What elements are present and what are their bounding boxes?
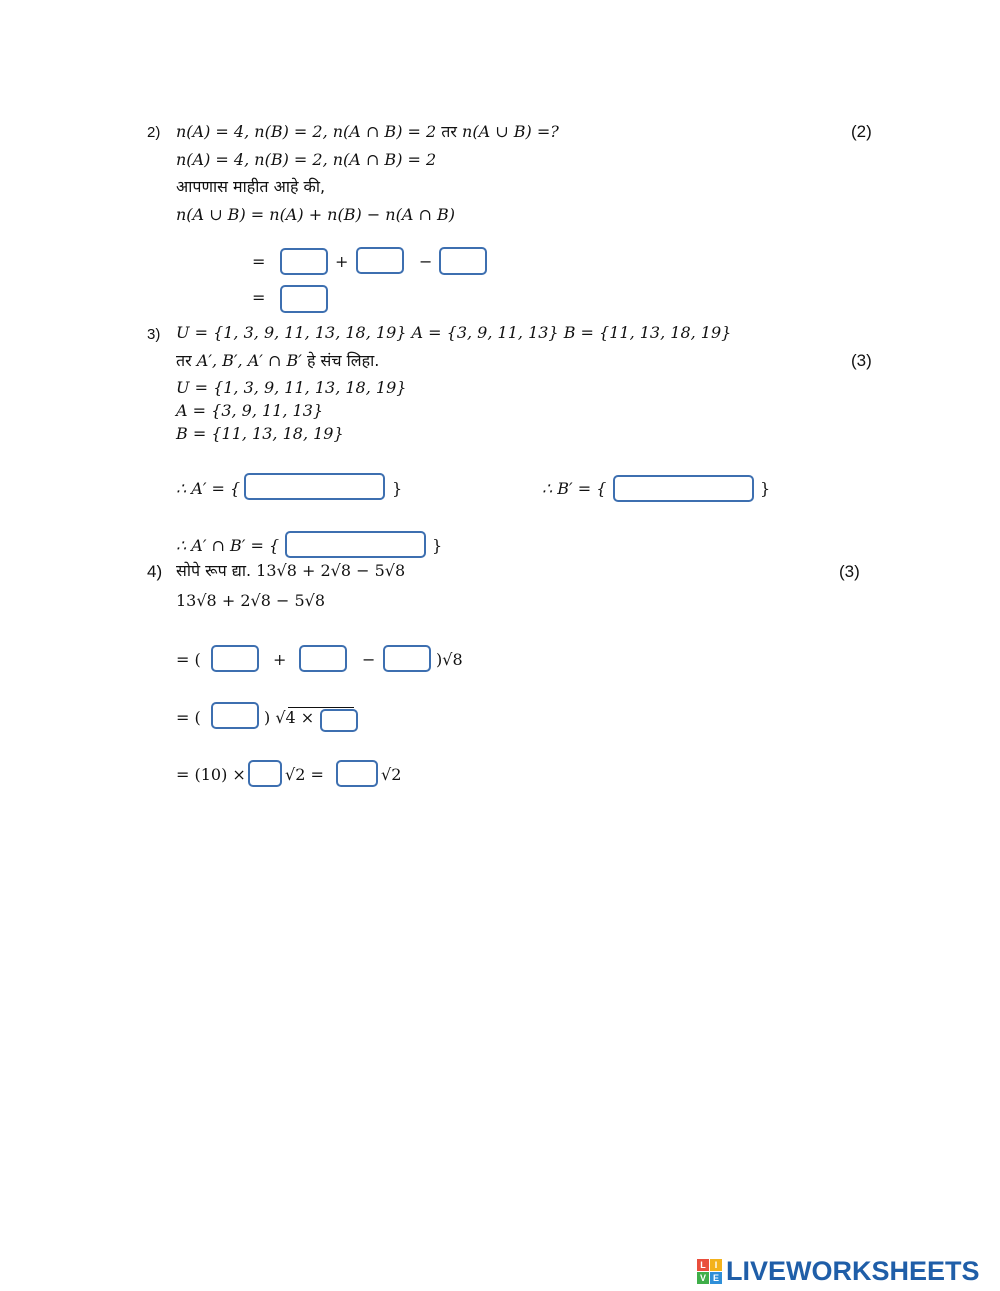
- q3-question-word: तर: [176, 351, 192, 370]
- q2-known-text: आपणास माहीत आहे की,: [176, 177, 326, 196]
- logo-letter-e: E: [710, 1272, 722, 1284]
- q2-number: 2): [147, 124, 161, 141]
- q4-line2-close: ) √4 ×: [264, 708, 315, 727]
- q3-a-prime-label: ∴ A′ = {: [176, 479, 241, 498]
- q3-question-sets: U = {1, 3, 9, 11, 13, 18, 19} A = {3, 9, 11, 13} B = {11, 13, 18, 19}: [176, 323, 732, 342]
- liveworksheets-logo: [697, 1257, 980, 1285]
- q3-b-prime-label: ∴ B′ = {: [542, 479, 607, 498]
- logo-letter-l: L: [697, 1259, 709, 1271]
- q2-minus: −: [419, 252, 433, 271]
- q4-line3-mid: √2 =: [285, 765, 324, 784]
- q4-sum-box[interactable]: [211, 702, 259, 729]
- q3-b-prime-close: }: [760, 479, 771, 498]
- q2-formula: n(A ∪ B) = n(A) + n(B) − n(A ∩ B): [176, 205, 455, 224]
- q2-answer-box-na[interactable]: [280, 248, 328, 275]
- q4-line1-minus: −: [362, 650, 376, 669]
- q4-coef-box-1[interactable]: [211, 645, 259, 672]
- q3-intersection-input[interactable]: [285, 531, 426, 558]
- q3-b-set: B = {11, 13, 18, 19}: [176, 424, 344, 443]
- q2-equals-1: =: [252, 252, 266, 271]
- q4-radical-box[interactable]: [320, 709, 358, 732]
- q3-question-sets-2: A′, B′, A′ ∩ B′: [196, 351, 302, 370]
- q3-b-prime-input[interactable]: [613, 475, 754, 502]
- brand-name: LIVEWORKSHEETS: [726, 1255, 980, 1286]
- q2-equals-2: =: [252, 288, 266, 307]
- q4-question-expr: 13√8 + 2√8 − 5√8: [256, 561, 406, 580]
- q3-intersection-close: }: [432, 536, 443, 555]
- q4-final-box[interactable]: [336, 760, 378, 787]
- q4-line1-close: )√8: [436, 650, 463, 669]
- q4-line1-plus: +: [273, 650, 287, 669]
- q2-marks: (2): [851, 122, 872, 141]
- q4-line3-left: = (10) ×: [176, 765, 246, 784]
- q4-question-word: सोपे रूप द्या.: [176, 561, 252, 580]
- q4-coef-box-3[interactable]: [383, 645, 431, 672]
- q4-expr: 13√8 + 2√8 − 5√8: [176, 591, 325, 610]
- q2-given: n(A) = 4, n(B) = 2, n(A ∩ B) = 2: [176, 150, 437, 169]
- q2-question-tail: n(A ∪ B) =?: [462, 122, 559, 141]
- q2-answer-box-nb[interactable]: [356, 247, 404, 274]
- logo-letter-v: V: [697, 1272, 709, 1284]
- q2-answer-box-result[interactable]: [280, 285, 328, 313]
- q2-question-math: n(A) = 4, n(B) = 2, n(A ∩ B) = 2: [176, 122, 437, 141]
- q3-u-set: U = {1, 3, 9, 11, 13, 18, 19}: [176, 378, 407, 397]
- q4-marks: (3): [839, 562, 860, 581]
- q3-marks: (3): [851, 351, 872, 370]
- q4-line1-open: = (: [176, 650, 201, 669]
- q2-question-word: तर: [441, 122, 457, 141]
- q3-question-line2: [176, 351, 379, 371]
- q4-coef-box-2[interactable]: [299, 645, 347, 672]
- q2-plus: +: [335, 252, 349, 271]
- q3-a-set: A = {3, 9, 11, 13}: [176, 401, 324, 420]
- q3-number: 3): [147, 326, 161, 343]
- logo-grid-icon: [697, 1259, 722, 1284]
- q4-line2-open: = (: [176, 708, 201, 727]
- logo-letter-i: I: [710, 1259, 722, 1271]
- q2-answer-box-nab[interactable]: [439, 247, 487, 275]
- q4-radical-bar: [288, 707, 354, 708]
- q4-sqrt-box[interactable]: [248, 760, 282, 787]
- q4-number: 4): [147, 562, 163, 581]
- q4-line3-right: √2: [381, 765, 402, 784]
- q2-question: [176, 122, 559, 142]
- q3-a-prime-input[interactable]: [244, 473, 385, 500]
- q4-question: [176, 561, 405, 581]
- q3-intersection-label: ∴ A′ ∩ B′ = {: [176, 536, 280, 555]
- q3-question-tail: हे संच लिहा.: [306, 351, 380, 370]
- q3-a-prime-close: }: [392, 479, 403, 498]
